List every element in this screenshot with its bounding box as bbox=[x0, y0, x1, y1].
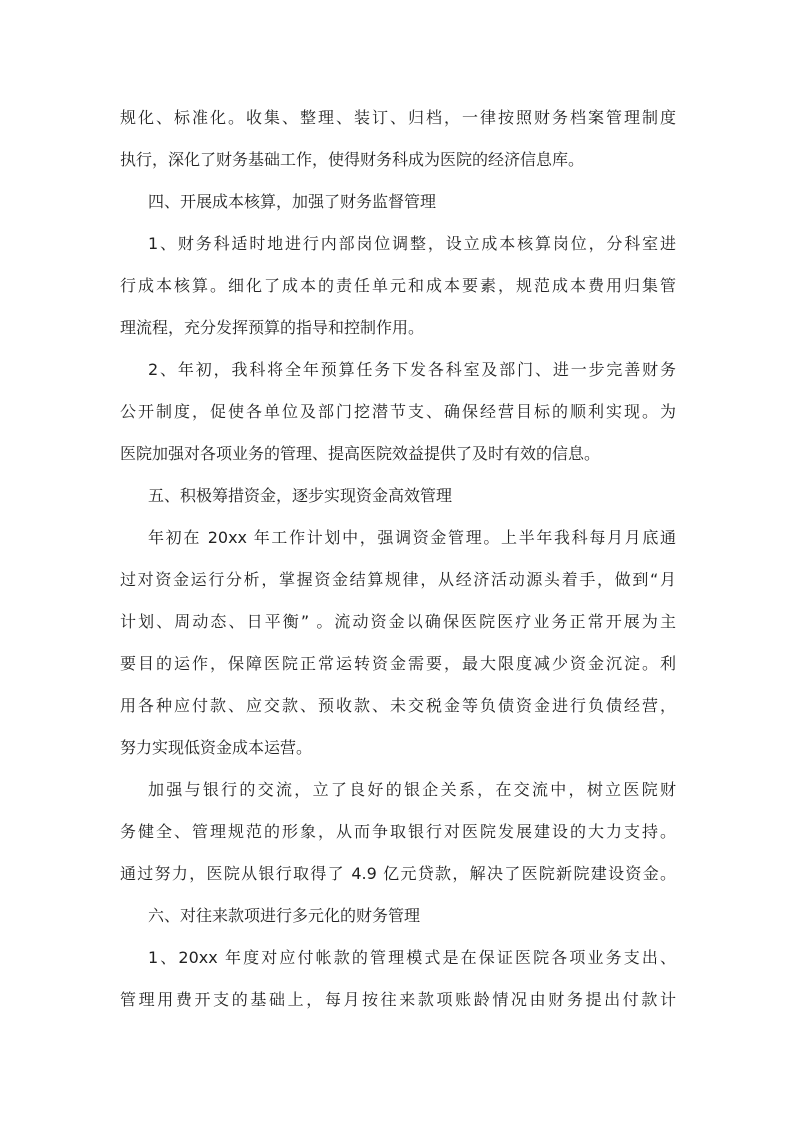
paragraph-line: 公开制度，促使各单位及部门挖潜节支、确保经营目标的顺利实现。为 bbox=[120, 402, 676, 421]
paragraph-line: 1、20xx 年度对应付帐款的管理模式是在保证医院各项业务支出、 bbox=[148, 948, 676, 967]
paragraph-line: 过对资金运行分析，掌握资金结算规律，从经济活动源头着手，做到“月 bbox=[120, 570, 676, 589]
paragraph-line: 1、财务科适时地进行内部岗位调整，设立成本核算岗位，分科室进 bbox=[148, 234, 676, 253]
paragraph-line: 要目的运作，保障医院正常运转资金需要，最大限度减少资金沉淀。利 bbox=[120, 654, 676, 673]
paragraph-line: 规化、标准化。收集、整理、装订、归档，一律按照财务档案管理制度 bbox=[120, 108, 676, 127]
paragraph-line: 执行，深化了财务基础工作，使得财务科成为医院的经济信息库。 bbox=[120, 150, 585, 169]
section-heading: 四、开展成本核算，加强了财务监督管理 bbox=[148, 192, 437, 211]
paragraph-line: 2、年初，我科将全年预算任务下发各科室及部门、进一步完善财务 bbox=[148, 360, 676, 379]
paragraph-line: 理流程，充分发挥预算的指导和控制作用。 bbox=[120, 318, 425, 337]
paragraph-line: 计划、周动态、日平衡” 。流动资金以确保医院医疗业务正常开展为主 bbox=[120, 612, 676, 631]
paragraph-line: 用各种应付款、应交款、预收款、未交税金等负债资金进行负债经营， bbox=[120, 696, 676, 715]
paragraph-line: 管理用费开支的基础上，每月按往来款项账龄情况由财务提出付款计 bbox=[120, 990, 676, 1009]
paragraph-line: 加强与银行的交流，立了良好的银企关系，在交流中，树立医院财 bbox=[148, 780, 676, 799]
paragraph-line: 年初在 20xx 年工作计划中，强调资金管理。上半年我科每月月底通 bbox=[148, 528, 676, 547]
paragraph-line: 医院加强对各项业务的管理、提高医院效益提供了及时有效的信息。 bbox=[120, 444, 601, 463]
paragraph-line: 通过努力，医院从银行取得了 4.9 亿元贷款，解决了医院新院建设资金。 bbox=[120, 864, 676, 883]
section-heading: 六、对往来款项进行多元化的财务管理 bbox=[148, 906, 421, 925]
section-heading: 五、积极筹措资金，逐步实现资金高效管理 bbox=[148, 486, 453, 505]
paragraph-line: 务健全、管理规范的形象，从而争取银行对医院发展建设的大力支持。 bbox=[120, 822, 676, 841]
paragraph-line: 努力实现低资金成本运营。 bbox=[120, 738, 313, 757]
paragraph-line: 行成本核算。细化了成本的责任单元和成本要素，规范成本费用归集管 bbox=[120, 276, 676, 295]
